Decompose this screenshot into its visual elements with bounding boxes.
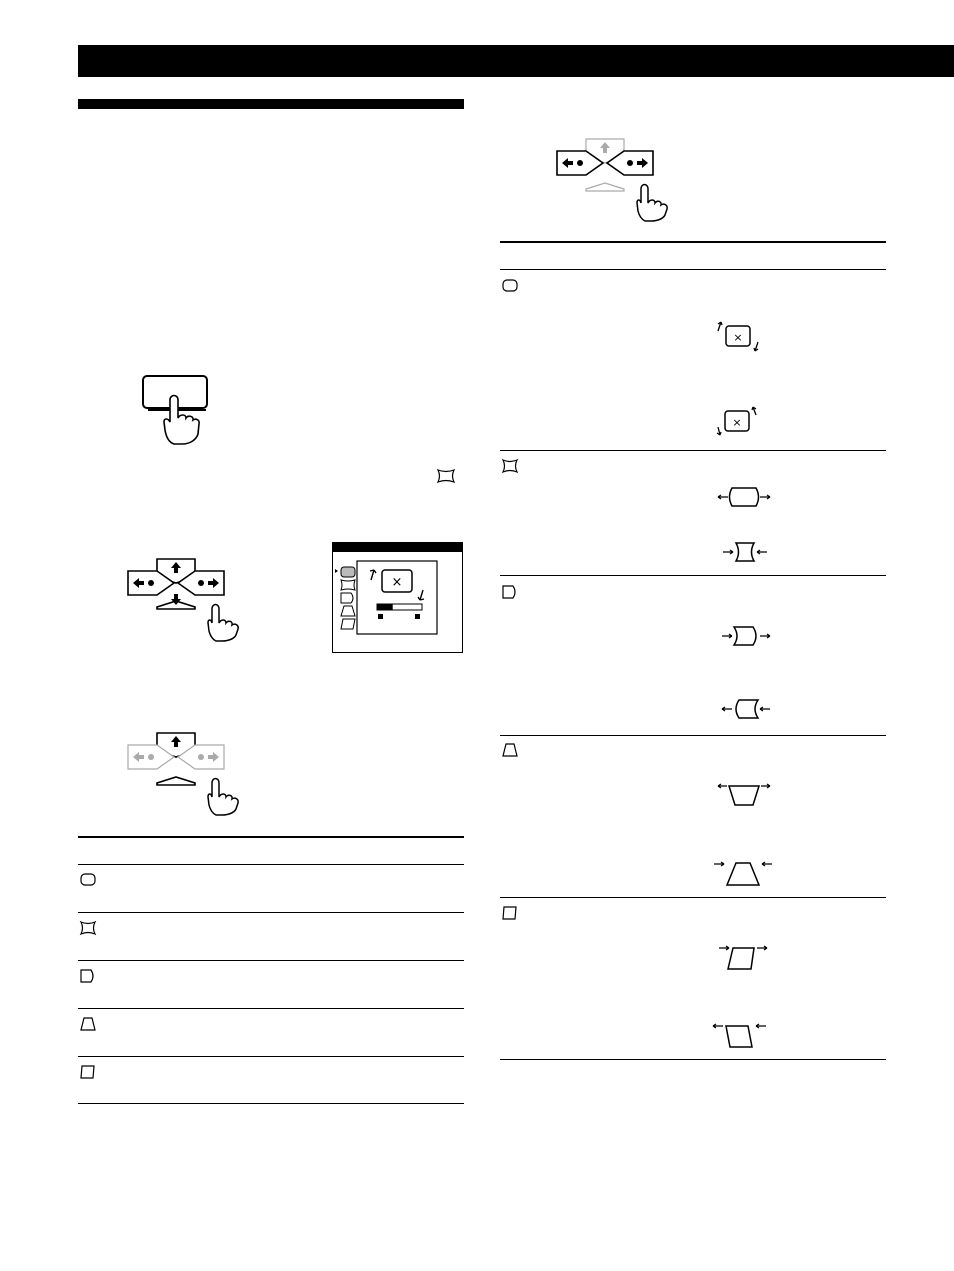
pincushion-icon bbox=[502, 459, 518, 473]
pincushion-icon bbox=[437, 469, 455, 483]
pincushion-icon bbox=[80, 921, 96, 935]
table-row-rule bbox=[78, 960, 464, 961]
table-header-rule bbox=[500, 269, 886, 270]
table-top-rule bbox=[500, 241, 886, 243]
svg-text:×: × bbox=[733, 331, 743, 344]
pin-balance-icon bbox=[502, 585, 518, 599]
expand-sides-diagram bbox=[716, 485, 772, 509]
osd-preview bbox=[332, 542, 463, 653]
control-pad-leftright-figure bbox=[555, 137, 675, 221]
bow-right-diagram bbox=[720, 624, 772, 648]
table-row-rule bbox=[500, 735, 886, 736]
contract-sides-diagram bbox=[720, 540, 770, 564]
narrow-top-diagram bbox=[712, 858, 774, 888]
menu-button-figure bbox=[140, 372, 215, 447]
table-bottom-rule bbox=[500, 1059, 886, 1060]
bow-left-diagram bbox=[720, 697, 772, 721]
svg-text:×: × bbox=[732, 416, 742, 429]
section-heading-rule bbox=[78, 99, 464, 109]
tilt-left-diagram bbox=[710, 1020, 768, 1050]
table-row-rule bbox=[78, 1056, 464, 1057]
table-row-rule bbox=[78, 912, 464, 913]
table-row-rule bbox=[500, 897, 886, 898]
osd-icon-list bbox=[341, 567, 355, 629]
trapezoid-icon bbox=[80, 1017, 96, 1031]
tilt-right-diagram bbox=[716, 942, 770, 972]
osd-content bbox=[333, 552, 462, 652]
control-pad-updown-figure bbox=[126, 731, 246, 815]
control-pad-figure bbox=[126, 557, 246, 641]
table-top-rule bbox=[78, 836, 464, 838]
parallelogram-icon bbox=[80, 1065, 96, 1079]
table-row-rule bbox=[78, 1008, 464, 1009]
pin-balance-icon bbox=[80, 969, 96, 983]
rotate-clockwise-diagram bbox=[712, 404, 762, 438]
osd-level-fill bbox=[377, 604, 393, 610]
osd-title-bar bbox=[333, 543, 462, 552]
rotation-icon bbox=[502, 279, 518, 293]
page-header-bar bbox=[78, 45, 954, 77]
rotate-counterclockwise-diagram bbox=[715, 320, 765, 354]
widen-top-diagram bbox=[716, 780, 772, 808]
table-bottom-rule bbox=[78, 1103, 464, 1104]
parallelogram-icon bbox=[502, 906, 518, 920]
table-row-rule bbox=[500, 450, 886, 451]
table-header-rule bbox=[78, 864, 464, 865]
table-row-rule bbox=[500, 575, 886, 576]
rotation-icon bbox=[80, 873, 96, 887]
trapezoid-icon bbox=[502, 743, 518, 757]
svg-text:×: × bbox=[391, 575, 403, 590]
